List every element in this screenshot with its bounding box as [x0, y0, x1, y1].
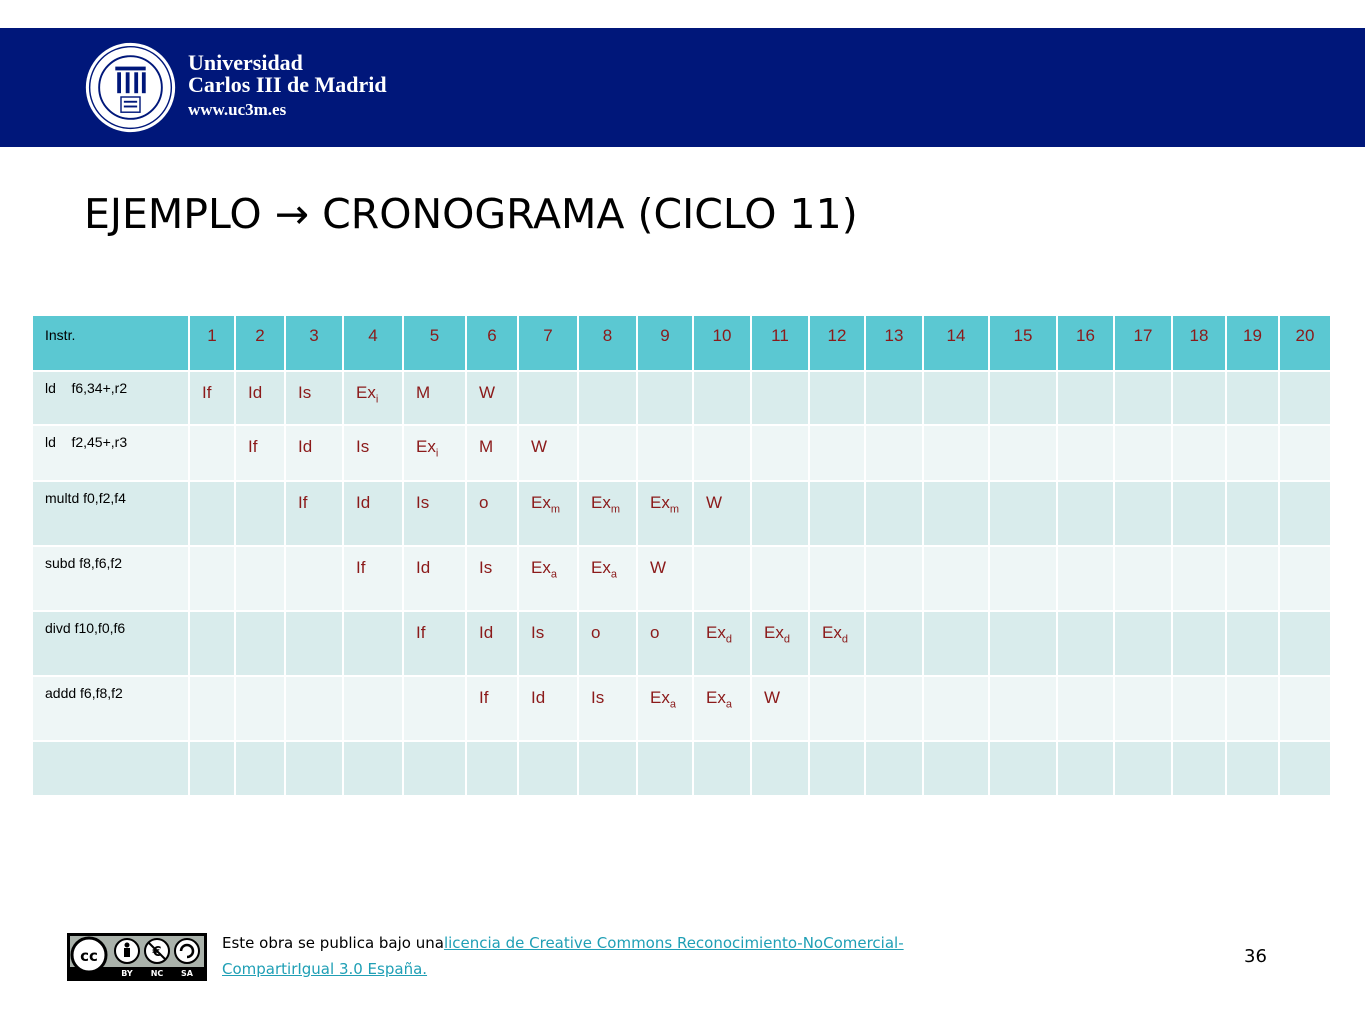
stage-cell [344, 372, 404, 426]
stage-cell [990, 742, 1058, 797]
header-cycle-cell: 18 [1173, 316, 1227, 372]
header-cycle-cell: 2 [236, 316, 286, 372]
stage-cell [752, 547, 810, 612]
stage-cell [467, 612, 519, 677]
table-header-row [33, 316, 1332, 372]
stage-cell [752, 742, 810, 797]
instruction-cell [33, 742, 190, 797]
stage-cell [638, 482, 694, 547]
stage-label: o [591, 623, 601, 642]
stage-cell [752, 426, 810, 482]
stage-cell [1280, 482, 1332, 547]
stage-cell [404, 547, 467, 612]
stage-cell [1115, 742, 1173, 797]
stage-cell [866, 482, 924, 547]
stage-cell [1115, 426, 1173, 482]
stage-cell [519, 482, 579, 547]
stage-cell [1280, 426, 1332, 482]
stage-label: Is [298, 383, 312, 402]
stage-label: W [531, 437, 548, 456]
stage-cell [1173, 742, 1227, 797]
stage-cell [579, 372, 638, 426]
stage-label: M [479, 437, 494, 456]
stage-cell [579, 612, 638, 677]
header-cycle-cell: 16 [1058, 316, 1115, 372]
stage-label: Id [531, 688, 546, 707]
license-notice [222, 930, 922, 982]
stage-cell [190, 547, 236, 612]
stage-cell [519, 426, 579, 482]
page-number: 36 [1244, 946, 1267, 967]
university-name [188, 52, 387, 121]
slide-title: EJEMPLO → CRONOGRAMA (CICLO 11) [84, 190, 858, 238]
stage-cell [990, 426, 1058, 482]
header-cycle-cell: 12 [810, 316, 866, 372]
stage-cell [1173, 547, 1227, 612]
stage-cell [638, 677, 694, 742]
stage-cell [1058, 372, 1115, 426]
license-prefix: Este obra se publica bajo una [222, 934, 444, 952]
header-cycle-cell: 3 [286, 316, 344, 372]
stage-cell [1173, 482, 1227, 547]
stage-cell [1058, 426, 1115, 482]
stage-cell [924, 677, 990, 742]
university-seal-logo [83, 40, 178, 135]
stage-cell [810, 426, 866, 482]
stage-cell [638, 372, 694, 426]
header-cycle-cell: 9 [638, 316, 694, 372]
stage-cell [286, 547, 344, 612]
stage-unit-subscript: a [610, 568, 617, 581]
stage-cell [1058, 482, 1115, 547]
stage-label: Ex [706, 623, 726, 642]
stage-cell [1280, 612, 1332, 677]
stage-label: W [479, 383, 496, 402]
header-cycle-cell: 1 [190, 316, 236, 372]
stage-cell [344, 426, 404, 482]
stage-cell [810, 372, 866, 426]
header-banner-extension [575, 140, 1365, 147]
pipeline-schedule-table [33, 316, 1332, 797]
stage-label: Ex [416, 437, 436, 456]
stage-label: o [479, 493, 489, 512]
stage-label: Ex [531, 558, 551, 577]
header-cycle-cell: 14 [924, 316, 990, 372]
header-cycle-cell: 15 [990, 316, 1058, 372]
table-row [33, 426, 1332, 482]
stage-cell [990, 547, 1058, 612]
stage-cell [924, 482, 990, 547]
stage-cell [1280, 742, 1332, 797]
stage-cell [924, 372, 990, 426]
stage-label: Is [356, 437, 370, 456]
stage-cell [286, 742, 344, 797]
stage-cell [694, 482, 752, 547]
stage-cell [344, 742, 404, 797]
stage-label: W [650, 558, 667, 577]
stage-cell [190, 426, 236, 482]
cc-badge-nc-label: NC [150, 969, 164, 978]
svg-text:€: € [152, 945, 162, 960]
stage-cell [579, 742, 638, 797]
stage-label: M [416, 383, 431, 402]
stage-unit-subscript: m [669, 503, 680, 516]
stage-label: Is [591, 688, 605, 707]
stage-unit-subscript: m [550, 503, 561, 516]
cc-badge-by-label: BY [121, 969, 133, 978]
stage-label: W [764, 688, 781, 707]
header-cycle-cell: 4 [344, 316, 404, 372]
stage-label: Id [298, 437, 313, 456]
stage-unit-subscript: i [435, 447, 439, 460]
stage-cell [752, 677, 810, 742]
header-cycle-cell: 20 [1280, 316, 1332, 372]
svg-text:cc: cc [80, 947, 98, 965]
stage-label: Is [416, 493, 430, 512]
university-line-1: Universidad [188, 50, 303, 75]
stage-cell [694, 612, 752, 677]
stage-cell [286, 677, 344, 742]
stage-cell [694, 547, 752, 612]
stage-cell [866, 426, 924, 482]
stage-cell [190, 372, 236, 426]
stage-unit-subscript: d [783, 633, 790, 646]
stage-cell [1058, 547, 1115, 612]
stage-cell [990, 372, 1058, 426]
university-line-2: Carlos III de Madrid [188, 72, 387, 97]
header-cycle-cell: 5 [404, 316, 467, 372]
table-row [33, 372, 1332, 426]
stage-label: o [650, 623, 660, 642]
stage-cell [1280, 677, 1332, 742]
stage-cell [404, 372, 467, 426]
stage-cell [1115, 482, 1173, 547]
stage-cell [344, 677, 404, 742]
stage-cell [579, 677, 638, 742]
instruction-cell: ld f6,34+,r2 [33, 372, 190, 426]
stage-cell [404, 426, 467, 482]
stage-cell [404, 482, 467, 547]
stage-unit-subscript: d [841, 633, 848, 646]
stage-label: If [298, 493, 308, 512]
stage-cell [924, 612, 990, 677]
stage-cell [579, 547, 638, 612]
stage-label: If [356, 558, 366, 577]
stage-cell [990, 482, 1058, 547]
stage-cell [1227, 612, 1280, 677]
stage-cell [1115, 372, 1173, 426]
stage-cell [236, 612, 286, 677]
stage-unit-subscript: a [669, 698, 676, 711]
stage-cell [467, 677, 519, 742]
stage-cell [694, 742, 752, 797]
stage-cell [1173, 372, 1227, 426]
stage-cell [236, 372, 286, 426]
stage-cell [638, 426, 694, 482]
stage-label: If [202, 383, 212, 402]
stage-cell [190, 742, 236, 797]
stage-cell [519, 742, 579, 797]
stage-cell [1115, 612, 1173, 677]
stage-cell [1058, 677, 1115, 742]
instruction-cell: multd f0,f2,f4 [33, 482, 190, 547]
stage-cell [236, 742, 286, 797]
table-row [33, 742, 1332, 797]
stage-label: Id [479, 623, 494, 642]
stage-cell [344, 482, 404, 547]
stage-cell [924, 426, 990, 482]
stage-cell [810, 742, 866, 797]
stage-cell [1227, 742, 1280, 797]
header-cycle-cell: 7 [519, 316, 579, 372]
stage-cell [638, 547, 694, 612]
stage-cell [866, 372, 924, 426]
stage-unit-subscript: a [550, 568, 557, 581]
stage-cell [519, 372, 579, 426]
table-row [33, 547, 1332, 612]
instruction-cell: addd f6,f8,f2 [33, 677, 190, 742]
stage-label: Id [356, 493, 371, 512]
table-row [33, 677, 1332, 742]
stage-cell [924, 742, 990, 797]
header-cycle-cell: 10 [694, 316, 752, 372]
license-link[interactable]: licencia de Creative Commons Reconocimiento-NoComercial-CompartirIgual 3.0 España. [222, 934, 904, 978]
stage-cell [694, 677, 752, 742]
stage-cell [286, 482, 344, 547]
header-cycle-cell: 8 [579, 316, 638, 372]
stage-cell [1173, 426, 1227, 482]
stage-cell [694, 426, 752, 482]
stage-label: Ex [650, 493, 670, 512]
stage-cell [579, 426, 638, 482]
stage-cell [810, 677, 866, 742]
stage-label: Is [531, 623, 545, 642]
stage-cell [286, 372, 344, 426]
stage-unit-subscript: i [375, 393, 379, 406]
stage-label: If [248, 437, 258, 456]
stage-label: Id [248, 383, 263, 402]
stage-cell [190, 612, 236, 677]
stage-cell [519, 677, 579, 742]
stage-cell [286, 612, 344, 677]
stage-cell [1173, 612, 1227, 677]
stage-cell [1280, 372, 1332, 426]
stage-label: Ex [591, 493, 611, 512]
stage-cell [752, 482, 810, 547]
stage-cell [519, 612, 579, 677]
header-cycle-cell: 19 [1227, 316, 1280, 372]
creative-commons-badge-icon[interactable] [67, 933, 207, 981]
stage-cell [1115, 547, 1173, 612]
stage-cell [990, 677, 1058, 742]
stage-cell [1115, 677, 1173, 742]
stage-cell [1058, 612, 1115, 677]
stage-cell [866, 612, 924, 677]
stage-unit-subscript: d [725, 633, 732, 646]
stage-unit-subscript: m [610, 503, 621, 516]
stage-cell [694, 372, 752, 426]
stage-cell [810, 482, 866, 547]
stage-label: Is [479, 558, 493, 577]
stage-cell [1227, 547, 1280, 612]
header-cycle-cell: 17 [1115, 316, 1173, 372]
instruction-cell: ld f2,45+,r3 [33, 426, 190, 482]
stage-cell [924, 547, 990, 612]
stage-cell [236, 482, 286, 547]
stage-cell [1280, 547, 1332, 612]
stage-cell [638, 742, 694, 797]
stage-cell [519, 547, 579, 612]
stage-cell [866, 547, 924, 612]
stage-cell [467, 482, 519, 547]
stage-cell [810, 612, 866, 677]
stage-cell [1227, 482, 1280, 547]
stage-cell [1227, 677, 1280, 742]
stage-cell [1227, 426, 1280, 482]
stage-cell [866, 742, 924, 797]
stage-cell [190, 677, 236, 742]
stage-cell [752, 372, 810, 426]
stage-cell [866, 677, 924, 742]
cc-badge-sa-label: SA [181, 969, 193, 978]
stage-cell [579, 482, 638, 547]
stage-label: If [416, 623, 426, 642]
stage-cell [236, 426, 286, 482]
stage-cell [1058, 742, 1115, 797]
stage-label: W [706, 493, 723, 512]
stage-label: Id [416, 558, 431, 577]
stage-label: Ex [356, 383, 376, 402]
stage-cell [990, 612, 1058, 677]
stage-unit-subscript: a [725, 698, 732, 711]
instruction-cell: subd f8,f6,f2 [33, 547, 190, 612]
stage-cell [404, 677, 467, 742]
university-website: www.uc3m.es [188, 100, 287, 119]
stage-label: Ex [706, 688, 726, 707]
stage-label: Ex [822, 623, 842, 642]
stage-cell [236, 677, 286, 742]
stage-label: If [479, 688, 489, 707]
header-cycle-cell: 11 [752, 316, 810, 372]
stage-cell [752, 612, 810, 677]
stage-label: Ex [591, 558, 611, 577]
stage-cell [190, 482, 236, 547]
stage-label: Ex [764, 623, 784, 642]
stage-cell [467, 426, 519, 482]
stage-cell [404, 612, 467, 677]
stage-cell [1227, 372, 1280, 426]
header-cycle-cell: 13 [866, 316, 924, 372]
header-cycle-cell: 6 [467, 316, 519, 372]
stage-cell [286, 426, 344, 482]
stage-label: Ex [650, 688, 670, 707]
stage-cell [810, 547, 866, 612]
stage-cell [638, 612, 694, 677]
stage-cell [467, 372, 519, 426]
stage-cell [344, 612, 404, 677]
header-instr-cell: Instr. [33, 316, 190, 372]
stage-cell [344, 547, 404, 612]
stage-cell [467, 742, 519, 797]
stage-cell [404, 742, 467, 797]
table-row [33, 612, 1332, 677]
stage-label: Ex [531, 493, 551, 512]
stage-cell [236, 547, 286, 612]
stage-cell [467, 547, 519, 612]
table-row [33, 482, 1332, 547]
instruction-cell: divd f10,f0,f6 [33, 612, 190, 677]
stage-cell [1173, 677, 1227, 742]
